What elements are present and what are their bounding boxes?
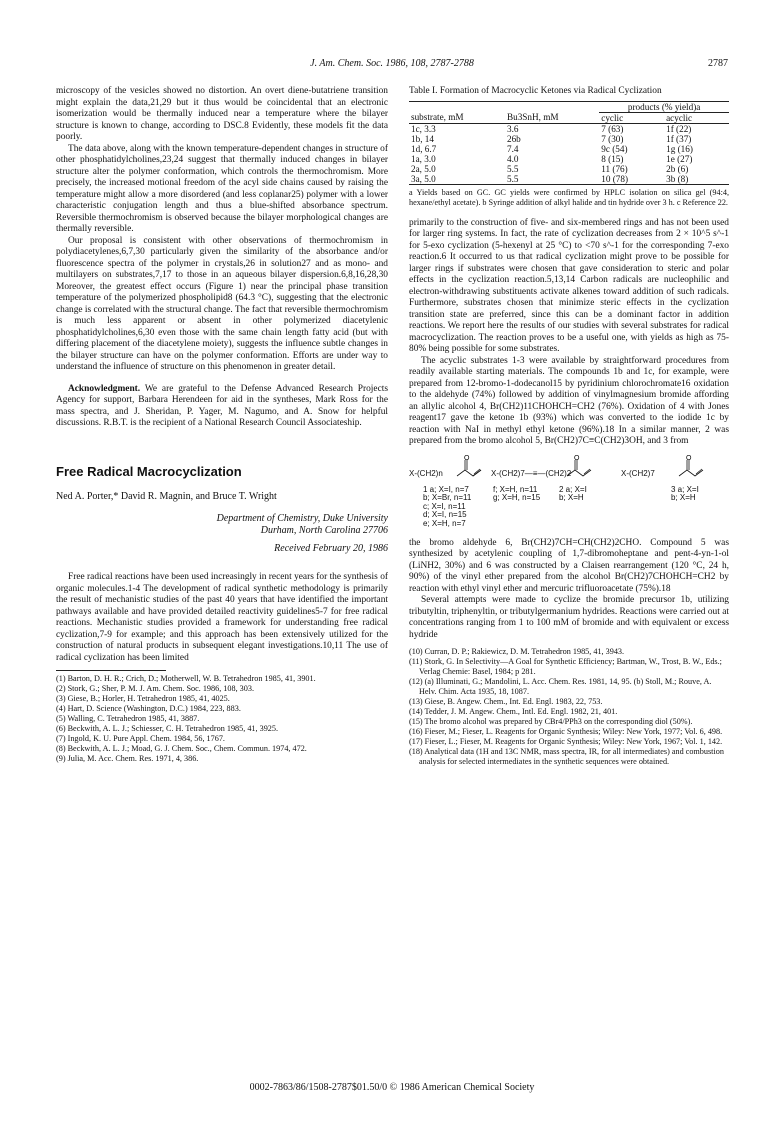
chemical-structures bbox=[409, 454, 729, 530]
structure-label: f; X=H, n=11 bbox=[493, 484, 538, 494]
structure-legend-1b bbox=[493, 486, 540, 503]
structure-legend-1 bbox=[423, 486, 471, 529]
reference: (10) Curran, D. P.; Rakiewicz, D. M. Tetrahedron 1985, 41, 3943. bbox=[409, 647, 625, 656]
paragraph: Free radical reactions have been used increasingly in recent years for the synthesis of organic molecules.1-4 The development of radical synthetic methodology is primarily the result of mechanistic studies of the past 40 years that have identified the important pathways available and have provided detailed reactivity guidelines5-7 for free radical reactions. Mechanistic studies provided a framework for understanding free radical cyclization,7-9 for example; and this approach has been extensively utilized for the construction of natural products in subsequent elegant investigations.10,11 The use of radical cyclization has been limited bbox=[56, 572, 388, 663]
reference: (12) (a) Illuminati, G.; Mandolini, L. Acc. Chem. Res. 1981, 14, 95. (b) Stoll, M.; Rouve, A. Helv. Chim. Acta 1935, 18, 1087. bbox=[409, 677, 712, 696]
reference: (8) Beckwith, A. L. J.; Moad, G. J. Chem. Soc., Chem. Commun. 1974, 472. bbox=[56, 744, 307, 753]
reference: (7) Ingold, K. U. Pure Appl. Chem. 1984, 56, 1767. bbox=[56, 734, 225, 743]
structure-label: b; X=H bbox=[671, 493, 696, 503]
right-column bbox=[409, 86, 729, 767]
article-title: Free Radical Macrocyclization bbox=[56, 463, 242, 479]
table-cell: 11 (76) bbox=[601, 163, 628, 174]
table-cell: 1d, 6.7 bbox=[411, 143, 437, 154]
reference: (11) Stork, G. In Selectivity—A Goal for Synthetic Efficiency; Bartman, W., Trost, B. W., Eds.; Verlag Chemie: Basel, 1984; p 281. bbox=[409, 657, 722, 676]
group-header: products (% yield)a bbox=[599, 101, 729, 112]
table-cell: 1c, 3.3 bbox=[411, 123, 436, 134]
reference-list bbox=[409, 647, 729, 767]
reference: (14) Tedder, J. M. Angew. Chem., Intl. Ed. Engl. 1982, 21, 401. bbox=[409, 707, 618, 716]
reference: (6) Beckwith, A. L. J.; Schiesser, C. H. Tetrahedron 1985, 41, 3925. bbox=[56, 724, 279, 733]
table-cell: 2b (6) bbox=[666, 163, 689, 174]
affiliation-line: Department of Chemistry, Duke University bbox=[216, 512, 388, 524]
structure-label: c; X=I, n=11 bbox=[423, 501, 466, 511]
table-header-group-row bbox=[409, 101, 729, 112]
structure-label: e; X=H, n=7 bbox=[423, 518, 466, 528]
paragraph: primarily to the construction of five- and six-membered rings and has not been used for larger ring systems. In fact, the rate of cyclization decreases from 2 × 10^5 s^-1 for 5-exo cyclization (5-hexenyl at 25 °C) to <70 s^-1 for the corresponding 7-exo reaction.6 It occurred to us that radical cyclization might prove to be possible for larger rings if substrates were chosen that gave consideration to steric and polar effects in the cyclization reaction.5,13,14 Carbon radicals are nucleophilic and electron-withdrawing substituents activate alkenes toward addition of such radicals. Furthermore, substrates chosen that minimize steric effects in the cyclization transition state are preferred, since this can be a dominant factor in addition reactions. We report here the results of our studies with several substrates for radical macrocyclization. The reaction proves to be a useful one, with yields as high as 75-80% being possible for some substrates. bbox=[409, 217, 729, 354]
table-row bbox=[409, 174, 729, 185]
reference: (5) Walling, C. Tetrahedron 1985, 41, 3887. bbox=[56, 714, 200, 723]
table-footnote: a Yields based on GC. GC yields were confirmed by HPLC isolation on silica gel (94:4, hexane/ethyl acetate). b Syringe addition of alkyl halide and tin hydride over 3 h. c Reference 22. bbox=[409, 187, 729, 207]
table-cell: 7 (30) bbox=[601, 133, 624, 144]
table-cell: 1b, 14 bbox=[411, 133, 434, 144]
results-table bbox=[409, 101, 729, 185]
table-cell: 7 (63) bbox=[601, 123, 624, 134]
paragraph: The acyclic substrates 1-3 were available by straightforward procedures from readily available starting materials. The compounds 1b and 1c, for example, were prepared from 12-bromo-1-dodecanol15 by pyridinium chlorochromate16 oxidation to the aldehyde (74%) followed by addition of vinylmagnesium bromide affording an allylic alcohol 4, Br(CH2)11CHOHCH=CH2 (76%). Oxidation of 4 with Jones reagent17 gave the ketone 1b (93%) which was converted to the iodide 1c by reaction with NaI in methyl ethyl ketone (96%).18 In a similar manner, 2 was prepared from the bromo alcohol 5, Br(CH2)7C≡C(CH2)3OH, and 3 from bbox=[409, 355, 729, 446]
acknowledgment-label: Acknowledgment. bbox=[68, 383, 141, 394]
affiliation-line: Durham, North Carolina 27706 bbox=[260, 524, 388, 536]
column-header: substrate, mM bbox=[411, 112, 464, 123]
oxygen-label: O bbox=[686, 454, 692, 462]
paragraph: the bromo aldehyde 6, Br(CH2)7CH=CH(CH2)2CHO. Compound 5 was synthesized by acetylenic coupling of 1,7-dibromoheptane and pent-4-yn-1-ol (LiNH2, 30%) and 6 was constructed by a Claisen rearrangement (120 °C, 24 h, 90%) of the vinyl ether prepared from the alcohol Br(CH2)7CHOHCH=CH2 by reaction with ethyl vinyl ether and mercuric trifluoroacetate (75%).18 bbox=[409, 537, 729, 594]
table-cell: 1e (27) bbox=[666, 153, 693, 164]
reference: (18) Analytical data (1H and 13C NMR, mass spectra, IR, for all intermediates) and combustion analysis for selected intermediates in the synthetic sequences were obtained. bbox=[409, 747, 724, 766]
reference: (17) Fieser, L.; Fieser, M. Reagents for Organic Synthesis; Wiley: New York, 1967; Vol. 1, 142. bbox=[409, 737, 723, 746]
table-cell: 1f (22) bbox=[666, 123, 692, 134]
reference: (15) The bromo alcohol was prepared by CBr4/PPh3 on the corresponding diol (50%). bbox=[409, 717, 693, 726]
running-header bbox=[0, 58, 784, 72]
reference: (3) Giese, B.; Horler, H. Tetrahedron 1985, 41, 4025. bbox=[56, 694, 230, 703]
reference: (16) Fieser, M.; Fieser, L. Reagents for Organic Synthesis; Wiley: New York, 1977; Vol. 6, 498. bbox=[409, 727, 723, 736]
author-list: Ned A. Porter,* David R. Magnin, and Bruce T. Wright bbox=[56, 491, 277, 502]
table-row bbox=[409, 164, 729, 174]
reference: (2) Stork, G.; Sher, P. M. J. Am. Chem. Soc. 1986, 108, 303. bbox=[56, 684, 254, 693]
table-cell: 1g (16) bbox=[666, 143, 693, 154]
acknowledgment bbox=[56, 384, 388, 430]
structure-formula: X-(CH2)n bbox=[409, 468, 443, 478]
paragraph: The data above, along with the known temperature-dependent changes in structure of other phosphatidylcholines,23,24 suggest that thermally induced changes in bilayer structure alter the polymer conformation, which controls the thermochromism. More precisely, the increased motional freedom of the acyl side chains caused by raising the temperature might allow a more disordered (and less coplanar25) polymer with a lower characteristic conjugation length and thus a blue-shifted absorbance spectrum. Reversible thermochromism is observed because the bilayer morphological changes are thermally reversible. bbox=[56, 143, 388, 234]
structure-label: g; X=H, n=15 bbox=[493, 493, 541, 503]
structure-label: b; X=H bbox=[559, 493, 584, 503]
left-column bbox=[56, 86, 388, 764]
received-date: Received February 20, 1986 bbox=[274, 542, 388, 554]
table-header-row bbox=[409, 112, 729, 123]
footnote-divider bbox=[56, 670, 166, 671]
table-caption: Table I. Formation of Macrocyclic Ketones via Radical Cyclization bbox=[409, 86, 662, 96]
structure-label: 2 a; X=I bbox=[559, 484, 587, 494]
structure-formula: X-(CH2)7—≡—(CH2)2 bbox=[491, 468, 572, 478]
structure-legend-3 bbox=[671, 486, 699, 503]
paragraph: microscopy of the vesicles showed no distortion. An overt diene-butatriene transition might explain the data,21,29 but it thus would be coincidental that an electronic isomerization would be thermally induced near a temperature where the bilayer structure is known to change, according to DSC.8 Evidently, these models fit the data poorly. bbox=[56, 86, 388, 142]
column-header: Bu3SnH, mM bbox=[506, 112, 559, 123]
structure-label: 1 a; X=I, n=7 bbox=[423, 484, 469, 494]
table-cell: 3.6 bbox=[506, 123, 519, 134]
affiliation bbox=[56, 513, 388, 537]
table-cell: 10 (78) bbox=[601, 173, 629, 184]
table-cell: 2a, 5.0 bbox=[411, 163, 436, 174]
structure-formula: X-(CH2)7 bbox=[621, 468, 655, 478]
table-cell: 8 (15) bbox=[601, 153, 624, 164]
journal-citation: J. Am. Chem. Soc. 1986, 108, 2787-2788 bbox=[310, 58, 474, 69]
reference-list bbox=[56, 674, 388, 764]
page-footer: 0002-7863/86/1508-2787$01.50/0 © 1986 American Chemical Society bbox=[249, 1082, 535, 1093]
table-cell: 1f (37) bbox=[666, 133, 692, 144]
table-cell: 9c (54) bbox=[601, 143, 628, 154]
structure-legend-2 bbox=[559, 486, 587, 503]
oxygen-label: O bbox=[464, 454, 470, 462]
structure-label: b; X=Br, n=11 bbox=[423, 493, 472, 503]
table-cell: 3a, 5.0 bbox=[411, 173, 436, 184]
table-cell: 26b bbox=[506, 133, 521, 144]
table-row bbox=[409, 144, 729, 154]
structure-label: 3 a; X=I bbox=[671, 484, 699, 494]
table-cell: 5.5 bbox=[506, 163, 519, 174]
reference: (4) Hart, D. Science (Washington, D.C.) 1984, 223, 883. bbox=[56, 704, 241, 713]
reference: (9) Julia, M. Acc. Chem. Res. 1971, 4, 386. bbox=[56, 754, 199, 763]
page-number: 2787 bbox=[708, 58, 728, 69]
reference: (13) Giese, B. Angew. Chem., Int. Ed. Engl. 1983, 22, 753. bbox=[409, 697, 603, 706]
oxygen-label: O bbox=[574, 454, 580, 462]
table-cell: 1a, 3.0 bbox=[411, 153, 436, 164]
table-row bbox=[409, 154, 729, 164]
acknowledgment-text: We are grateful to the Defense Advanced Research Projects Agency for support, Barbara Herendeen for aid in the syntheses, Mark Ross for the mass spectra, and J. Sheridan, P. Yager, M. Nagumo, and A. Snow for helpful discussions. R.B.T. is the recipient of a National Research Council Associateship. bbox=[56, 383, 388, 428]
table-row bbox=[409, 134, 729, 144]
paragraph: Our proposal is consistent with other observations of thermochromism in polydiacetylenes,6,7,30 particularly given the similarity of the absorbance and/or fluorescence spectra of the polymer in crystals,26 in solution27 and as mono- and multilayers on substrates,7,17 to those in an aqueous bilayer dispersion.6,8,16,28,30 Moreover, the greatest effect occurs (Figure 1) near the principal phase transition temperature of the polymerized phospholipid8 (64.3 °C), suggesting that the electronic change is correlated with the structural change. The fact that reversible thermochromism is much less apparent or absent in other polymerized diacetylenic phosphatidylcholines,6,30 even those with the same chain length fatty acid (but with differing placement of the diacetylene moiety), suggests the influence subtle changes in the bilayer structure can have on the polymer conformation. Efforts are under way to understand the influence of structure on this phenomenon in greater detail. bbox=[56, 235, 388, 372]
column-header: acyclic bbox=[666, 112, 693, 123]
table-cell: 7.4 bbox=[506, 143, 519, 154]
paragraph: Several attempts were made to cyclize the bromide precursor 1b, utilizing tributyltin, triphenyltin, or tributylgermanium hydrides. Reactions were carried out at concentrations ranging from 1 to 100 mM of bromide and with equivalent or excess hydride bbox=[409, 595, 729, 640]
table-row bbox=[409, 123, 729, 134]
structure-label: d; X=I, n=15 bbox=[423, 510, 467, 520]
table-cell: 3b (8) bbox=[666, 173, 689, 184]
column-header: cyclic bbox=[601, 112, 624, 123]
table-cell: 5.5 bbox=[506, 173, 519, 184]
reference: (1) Barton, D. H. R.; Crich, D.; Motherwell, W. B. Tetrahedron 1985, 41, 3901. bbox=[56, 674, 316, 683]
table-cell: 4.0 bbox=[506, 153, 519, 164]
